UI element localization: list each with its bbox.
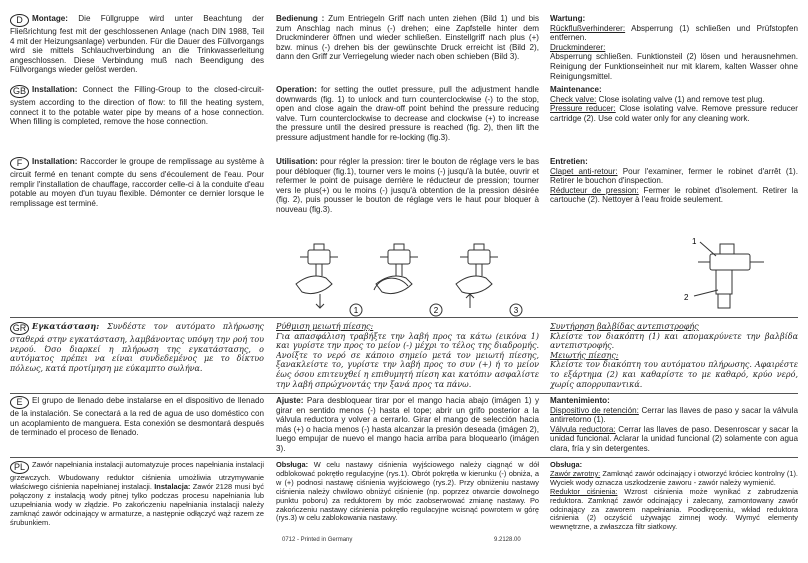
f-operation: Utilisation: pour régler la pression: tirer le bouton de réglage vers le bas pour débloquer (fig.1), tourner vers le moins (-) jusqu'à la butée, ouvrir et refermer le point de puisage derrière le réducteur de pression; tourner vers le plus(+) ou le moins (-) jusqu'à obtention de la pression désirée (fig. 2), puis pousser le bouton de réglage vers le haut pour bloquer à nouveau (fig.3). [276, 157, 539, 214]
gr-maintenance: Συντήρηση βαλβίδας αντεπιστροφής Κλείστε τον διακόπτη (1) και απομακρύνετε την βαλβίδα αντεπιστροφής. Μειωτής πίεσης: Κλείστε τον διακόπτη του αυτόματου πλήρωσης. Αφαιρέστε το εξάρτημα (2) και καθαρίστε το με καθαρό, κρύο νερό, χωρίς απορρυπαντικά. [550, 322, 798, 389]
section-d [10, 14, 798, 81]
lang-badge: D [10, 14, 29, 27]
maintenance-figure [680, 236, 790, 316]
fig1-label: 1 [353, 306, 359, 315]
section-gr [10, 322, 798, 390]
gb-installation: GB Installation: Connect the Filling-Group to the closed-circuit-system according to the direction of flow: to fill the heating system, connect it to the potable water pipe by means of a hose connection. When filling is completed, remove the hose connection. [10, 85, 264, 127]
d-installation: D Montage: Die Füllgruppe wird unter Beachtung der Fließrichtung fest mit der geschlossenen Anlage (nach DIN 1988, Teil 4 mit der Heizungsanlage) verbunden. Für die Dauer des Füllvorgangs wird sie mittels Schlauchverbindung an die Trinkwasserleitung angeschlossen. Diese Verbindung muß nach Beendigung des Füllvorgangs wieder gelöst werden. [10, 14, 264, 75]
lang-badge: E [10, 396, 29, 409]
divider [10, 393, 798, 394]
lang-badge: GB [10, 85, 29, 98]
fig2-label: 2 [433, 306, 439, 315]
section-e [10, 396, 798, 456]
e-operation: Ajuste: Para desbloquear tirar por el mango hacia abajo (imágen 1) y girar en sentido menos (-) hasta el tope; abrir un grifo posterior a la válvula reductora y volver a cerrarlo. Girar el mango de selección hacia más (+) o hacia menos (-) hasta alcanzar la presión deseada (imágen 2), luego empujar de nuevo el mango hacia arriba para bloquearlo (imágen 3). [276, 396, 539, 453]
section-f [10, 157, 798, 231]
f-installation: F Installation: Raccorder le groupe de remplissage au système à circuit fermé en tenant compte du sens d'écoulement de l'eau. Pour remplir l'installation de chauffage, raccorder celle-ci à la conduite d'eau potable au moyen d'un tuyau flexible. Démonter ce dernier lorsque le remplissage est terminé. [10, 157, 264, 208]
pl-maintenance: Obsługa: Zawór zwrotny: Zamknąć zawór odcinający i otworzyć króciec kontrolny (1). Wyciek wody oznacza uszkodzenie zaworu - zawór należy wymienić. Reduktor ciśnienia: Wzrost ciśnienia może wynikać z zabrudzenia reduktora. Zamknąć zawór odcinający i zalecany, zamontowany zawór odcinający za zaworem napełniania. Poodkręceniu, wkład reduktora ciśnienia (2) oczyścić używając zimnej wody. Wymyć elementy wewnętrzne, a zwłaszcza filtr siatkowy. [550, 461, 798, 532]
lang-badge: PL [10, 461, 29, 474]
adjustment-figures [290, 240, 530, 320]
pl-installation: PL Zawór napełniania instalacji automatyzuje proces napełniania instalacji grzewczych. Wbudowany reduktor ciśnienia umożliwia utrzymywanie właściwego ciśnienia napełnianej instalacji. Instalacja: Zawór 2128 musi być połączony z instalacją wody pitnej tylko podczas procesu napełniania lub uzupełniania wody w złądzie. Po zakończeniu napełniania instalacji należy zamknąć zawór odcinający w armaturze, a następnie odłączyć wąż razem ze śrubunkiem. [10, 461, 264, 527]
d-operation: Bedienung : Zum Entriegeln Griff nach unten ziehen (Bild 1) und bis zum Anschlag nach minus (-) drehen; eine Zapfstelle hinter dem Druckminderer öffnen und wieder schließen. Einstellgriff nach plus (+) bzw. minus (-) drehen bis der gewünschte Druck erreicht ist (Bild 2), dann den Griff zur Verriegelung wieder nach oben schieben (Bild 3). [276, 14, 539, 62]
document-number: 9.2128.00 [494, 537, 521, 543]
pl-operation: Obsługa: W celu nastawy ciśnienia wyjściowego należy ciągnąć w dół odblokować pokrętło regulacyjne (rys.1). Obrót pokrętła w kierunku (-) obniża, a w (+) podnosi nastawę ciśnienia wyjściowego (rys.2). Przy obniżeniu nastawy ciśnienia należy chwilowo obniżyć ciśnienie (np. poprzez otwarcie dowolnego punktu poboru) za reduktorem by móc zaobserwować zmianę nastawy. Po zakończeniu nastawy ciśnienia pokrętło regulacyjne wcisnąć powrotem w górę (rys.3) w celu zablokowania nastawy. [276, 461, 539, 523]
fig3-label: 3 [513, 306, 519, 315]
divider [10, 457, 798, 458]
gr-operation: Ρύθμιση μειωτή πίεσης: Για απασφάλιση τραβήξτε την λαβή προς τα κάτω (εικόνα 1) και γυρίστε την προς το μείον (-) μέχρι το τέλος της διαδρομής. Ανοίξτε το νερό σε κάποιο σημείο μετά τον μειωτή πίεσης, ξανακλείστε το, γυρίστε την λαβή προς το συν (+) ή το μείον έως όσου επιτευχθεί η επιθυμητή πίεση και κατόπιν ασφαλίστε την λαβή σπρώχνοντάς την ξανά προς τα πάνω. [276, 322, 539, 389]
gb-maintenance: Maintenance: Check valve: Close isolating valve (1) and remove test plug. Pressure reducer: Close isolating valve. Remove pressure reducer cartridge (2). Use cold water only for any cleaning work. [550, 85, 798, 123]
lang-badge: F [10, 157, 29, 170]
gr-installation: GR Εγκατάσταση: Συνδέστε τον αυτόματο πλήρωσης σταθερά στην εγκατάσταση, λαμβάνοντας υπόψη την ροή του νερού. Όσο διαρκεί η πλήρωση της εγκατάστασης, ο αυτόματος πρέπει να είναι συνδεδεμένος με το δίκτυο πόλεως, κατά προτίμηση με εύκαμπτο σωλήνα. [10, 322, 264, 373]
gb-operation: Operation: for setting the outlet pressure, pull the adjustment handle downwards (fig. 1) to unlock and turn counterclockwise (-) to the stop, open and close again the draw-off point behind the pressure reducing valve. Turn counterclockwise to decrease and clockwise (+) to increase the pressure until the desired pressure is reached (fig. 2), then lift the pressure adjustment handle for re-locking (fig.3). [276, 85, 539, 142]
divider [10, 317, 798, 318]
callout-1: 1 [692, 237, 697, 246]
e-installation: E El grupo de llenado debe instalarse en el dispositivo de llenado de la instalación. Se conectará a la red de agua de uso doméstico con un acoplamiento de manguera. Esta conexión se desmontará después de terminado el proceso de llenado. [10, 396, 264, 438]
valve-adjust-illustration [290, 240, 530, 320]
f-maintenance: Entretien: Clapet anti-retour: Pour l'examiner, fermer le robinet d'arrêt (1). Retirer le bouchon d'inspection. Réducteur de pression: Fermer le robinet d'isolement. Retirer la cartouche (2). Nettoyer à l'eau froide seulement. [550, 157, 798, 205]
lang-badge: GR [10, 322, 29, 335]
print-note: 0712 - Printed in Germany [282, 537, 353, 543]
e-maintenance: Mantenimiento: Dispositivo de retención: Cerrar las llaves de paso y sacar la válvula antirretorno (1). Válvula reductora: Cerrar las llaves de paso. Desenroscar y sacar la unidad funcional. Aclarar la unidad funcional (2) solamente con agua clara, fría y sin detergentes. [550, 396, 798, 453]
section-pl [10, 461, 798, 535]
callout-2: 2 [684, 293, 689, 302]
d-maintenance: Wartung: Rückflußverhinderer: Absperrung (1) schließen und Prüfstopfen entfernen. Druckminderer: Absperrung schließen. Funktionsteil (2) lösen und herausnehmen. Reinigung der Funktionseinheit nur mit klarem, kalten Wasser ohne Reinigungsmittel. [550, 14, 798, 81]
valve-parts-illustration [680, 236, 790, 320]
section-gb [10, 85, 798, 151]
